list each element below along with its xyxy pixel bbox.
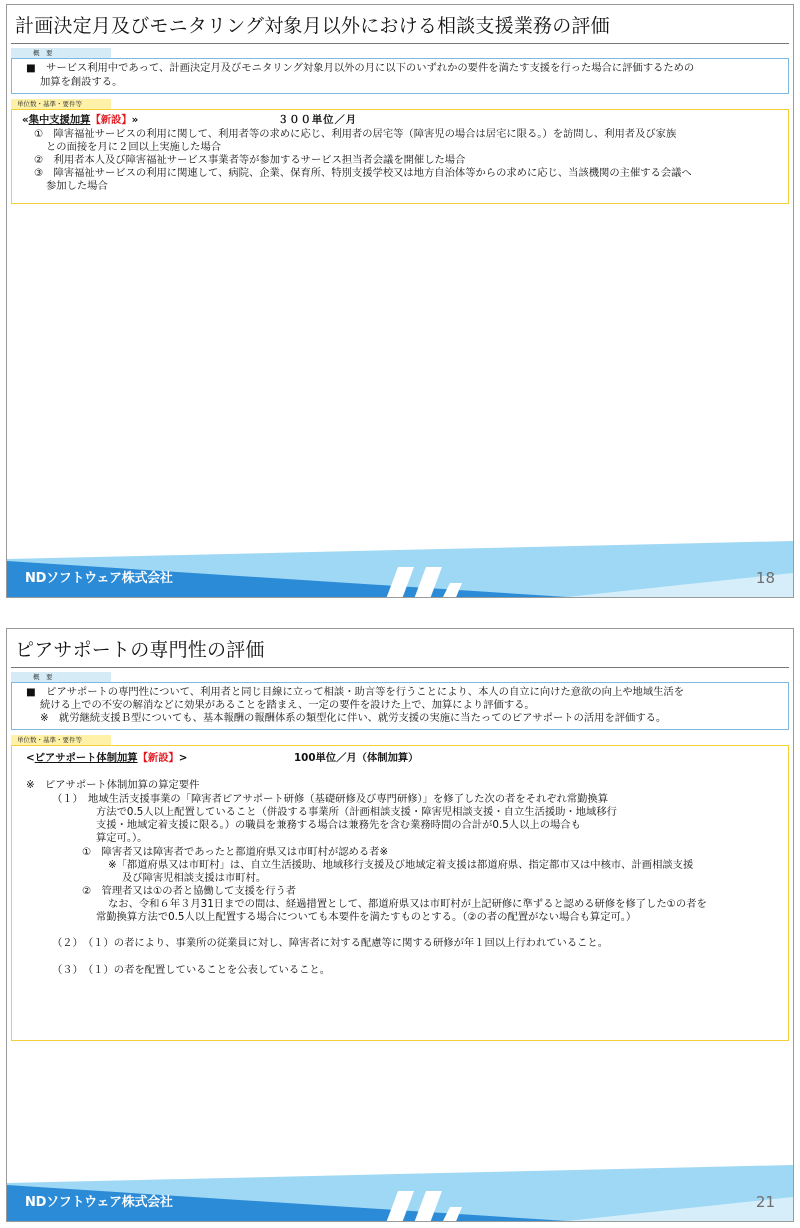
addon-heading (22, 114, 138, 127)
overview-label: 概 要 (11, 672, 111, 682)
title-divider (11, 667, 789, 668)
body-line: ※ ピアサポート体制加算の算定要件 (26, 779, 200, 791)
body-line: （１） 地域生活支援事業の「障害者ピアサポート研修（基礎研修及び専門研修）」を修了した次の者をそれぞれ常勤換算 (52, 793, 609, 805)
slide-18 (6, 4, 794, 598)
requirements-label: 単位数・基準・要件等 (11, 735, 111, 745)
nd-logo-icon (25, 567, 794, 598)
requirements-box (11, 109, 789, 204)
requirements-label: 単位数・基準・要件等 (11, 99, 111, 109)
body-line: 常勤換算方法で0.5人以上配置する場合についても本要件を満たすものとする。（②の者の配置がない場合も算定可。） (96, 911, 637, 923)
body-line: ② 管理者又は①の者と協働して支援を行う者 (82, 885, 297, 897)
title-divider (11, 43, 789, 44)
new-badge: 【新設】 (90, 114, 132, 126)
nd-logo-icon (25, 1191, 794, 1222)
addon-units: ３００単位／月 (278, 114, 358, 126)
slide-footer (7, 533, 793, 597)
addon-heading (26, 752, 187, 765)
addon-name: ピアサポート体制加算 (34, 752, 138, 764)
requirement-item: ③ 障害福祉サービスの利用に関連して、病院、企業、保育所、特別支援学校又は地方自治体等からの求めに応じ、当該機関の主催する会議へ (34, 167, 692, 179)
overview-line: 続ける上での不安の解消などに効果があることを踏まえ、一定の要件を設けた上で、加算により評価する。 (40, 699, 535, 711)
overview-line: ■ サービス利用中であって、計画決定月及びモニタリング対象月以外の月に以下のいずれかの要件を満たす支援を行った場合に評価するための (26, 62, 695, 74)
body-line: 及び障害児相談支援は市町村。 (122, 872, 267, 884)
overview-box (11, 58, 789, 94)
page-number: 18 (755, 569, 775, 587)
bracket-close: » (131, 114, 139, 126)
requirements-box (11, 745, 789, 1041)
addon-units: 100単位／月（体制加算） (294, 752, 419, 764)
company-name: NDソフトウェア株式会社 (25, 1195, 173, 1210)
requirement-item: 参加した場合 (46, 180, 108, 192)
slide-title: ピアサポートの専門性の評価 (15, 639, 265, 661)
company-name: NDソフトウェア株式会社 (25, 571, 173, 586)
slide-footer (7, 1157, 793, 1221)
overview-line: ※ 就労継続支援Ｂ型についても、基本報酬の報酬体系の類型化に伴い、就労支援の実施に当たってのピアサポートの活用を評価する。 (40, 712, 667, 724)
body-line: なお、令和６年３月31日までの間は、経過措置として、都道府県又は市町村が上記研修に準ずると認める研修を修了した①の者を (108, 898, 707, 910)
requirement-item: との面接を月に２回以上実施した場合 (46, 141, 222, 153)
requirement-item: ① 障害福祉サービスの利用に関して、利用者等の求めに応じ、利用者の居宅等（障害児の場合は居宅に限る。）を訪問し、利用者及び家族 (34, 128, 677, 140)
overview-line: 加算を創設する。 (40, 76, 123, 88)
bracket-close: > (178, 752, 188, 764)
body-line: 算定可。）。 (96, 832, 148, 844)
body-line: ※「都道府県又は市町村」は、自立生活援助、地域移行支援及び地域定着支援は都道府県、指定都市又は中核市、計画相談支援 (108, 859, 694, 871)
body-line: （３） （１）の者を配置していることを公表していること。 (52, 964, 331, 976)
body-line: 方法で0.5人以上配置していること（併設する事業所（計画相談支援・障害児相談支援・自立生活援助・地域移行 (96, 806, 617, 818)
body-line: 支援・地域定着支援に限る。）の職員を兼務する場合は兼務先を含む業務時間の合計が0.5人以上の場合も (96, 819, 581, 831)
bracket-open: « (22, 114, 29, 126)
overview-label: 概 要 (11, 48, 111, 58)
page-number: 21 (755, 1193, 775, 1211)
company-logo (25, 1191, 173, 1210)
bracket-open: < (26, 752, 35, 764)
overview-line: ■ ピアサポートの専門性について、利用者と同じ目線に立って相談・助言等を行うことにより、本人の自立に向けた意欲の向上や地域生活を (26, 686, 685, 698)
overview-box (11, 682, 789, 730)
new-badge: 【新設】 (137, 752, 179, 764)
body-line: ① 障害者又は障害者であったと都道府県又は市町村が認める者※ (82, 846, 389, 858)
slide-21 (6, 628, 794, 1222)
slide-title: 計画決定月及びモニタリング対象月以外における相談支援業務の評価 (15, 15, 610, 37)
addon-name: 集中支援加算 (28, 114, 91, 126)
company-logo (25, 567, 173, 586)
requirement-item: ② 利用者本人及び障害福祉サービス事業者等が参加するサービス担当者会議を開催した場合 (34, 154, 466, 166)
body-line: （２） （１）の者により、事業所の従業員に対し、障害者に対する配慮等に関する研修が年１回以上行われていること。 (52, 937, 609, 949)
